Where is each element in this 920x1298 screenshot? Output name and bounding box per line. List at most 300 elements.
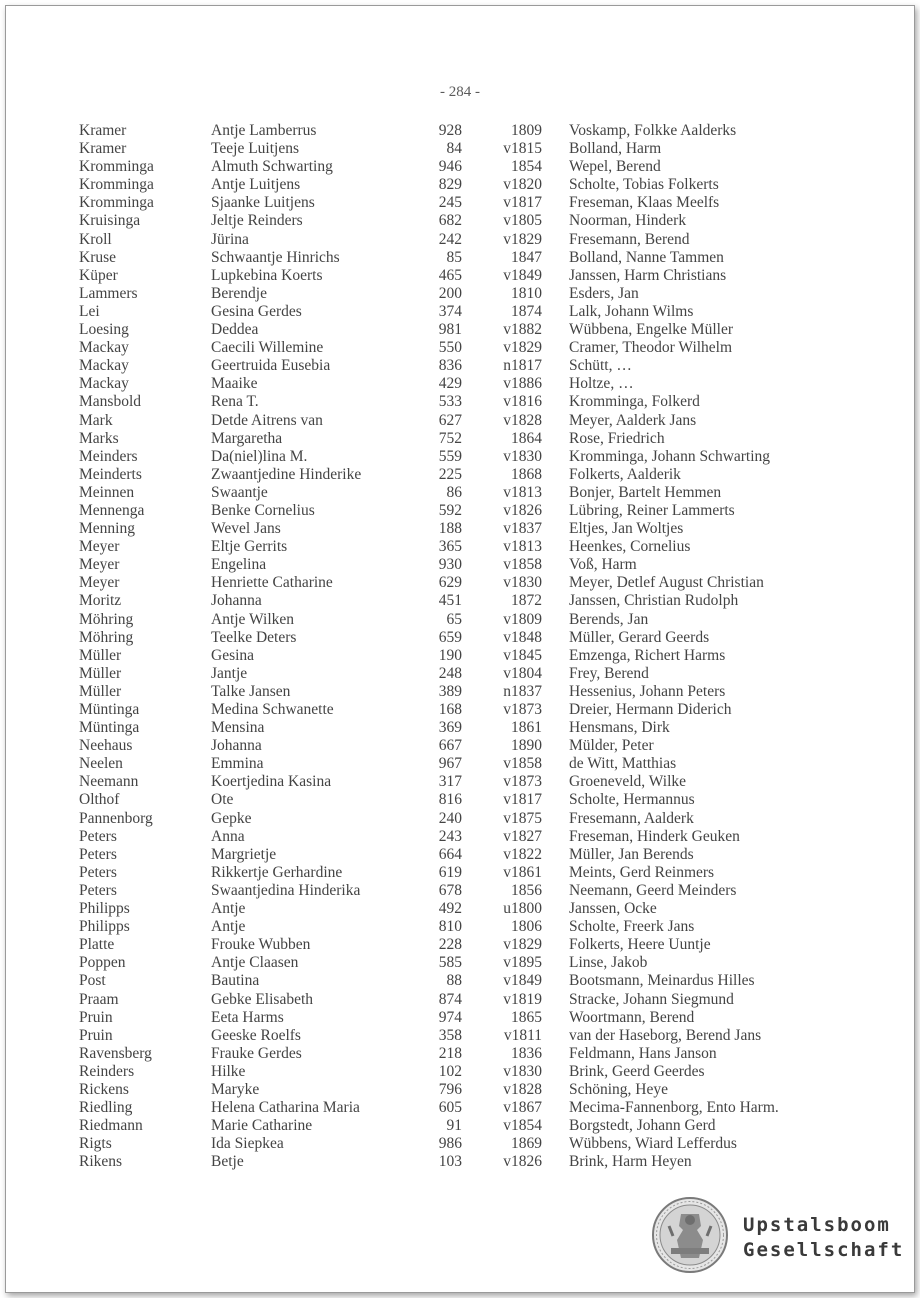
organization-name xyxy=(743,1213,904,1263)
surname-cell: Menning xyxy=(79,520,135,538)
year-cell: v1895 xyxy=(503,954,542,972)
given-name-cell: Berendje xyxy=(211,284,267,302)
given-name-cell: Johanna xyxy=(211,737,262,755)
register-row xyxy=(6,520,914,538)
surname-cell: Moritz xyxy=(79,592,122,610)
surname-cell: Marks xyxy=(79,429,119,447)
register-row xyxy=(6,972,914,990)
entry-number-cell: 930 xyxy=(438,556,462,574)
spouse-cell: Mülder, Peter xyxy=(569,737,654,755)
given-name-cell: Ida Siepkea xyxy=(211,1135,284,1153)
entry-number-cell: 188 xyxy=(438,520,462,538)
entry-number-cell: 752 xyxy=(438,429,462,447)
spouse-cell: Linse, Jakob xyxy=(569,954,648,972)
register-row xyxy=(6,882,914,900)
surname-cell: Lei xyxy=(79,302,100,320)
entry-number-cell: 86 xyxy=(446,483,462,501)
spouse-cell: Brink, Harm Heyen xyxy=(569,1153,692,1171)
surname-cell: Peters xyxy=(79,845,117,863)
register-row xyxy=(6,231,914,249)
spouse-cell: Janssen, Christian Rudolph xyxy=(569,592,739,610)
year-cell: v1830 xyxy=(503,1062,542,1080)
entry-number-cell: 981 xyxy=(438,321,462,339)
register-row xyxy=(6,1081,914,1099)
register-row xyxy=(6,828,914,846)
register-row xyxy=(6,755,914,773)
surname-cell: Kromminga xyxy=(79,176,154,194)
spouse-cell: Holtze, … xyxy=(569,375,634,393)
year-cell: v1826 xyxy=(503,1153,542,1171)
given-name-cell: Anna xyxy=(211,827,245,845)
register-row xyxy=(6,737,914,755)
entry-number-cell: 242 xyxy=(438,230,462,248)
spouse-cell: Hensmans, Dirk xyxy=(569,719,670,737)
given-name-cell: Teelke Deters xyxy=(211,628,297,646)
spouse-cell: Noorman, Hinderk xyxy=(569,212,687,230)
spouse-cell: Bootsmann, Meinardus Hilles xyxy=(569,972,755,990)
entry-number-cell: 228 xyxy=(438,936,462,954)
spouse-cell: Frey, Berend xyxy=(569,664,649,682)
entry-number-cell: 248 xyxy=(438,664,462,682)
register-row xyxy=(6,303,914,321)
spouse-cell: Stracke, Johann Siegmund xyxy=(569,990,734,1008)
entry-number-cell: 358 xyxy=(438,1026,462,1044)
given-name-cell: Frouke Wubben xyxy=(211,936,311,954)
given-name-cell: Teeje Luitjens xyxy=(211,140,300,158)
entry-number-cell: 659 xyxy=(438,628,462,646)
organization-name-line1: Upstalsboom xyxy=(743,1214,891,1236)
spouse-cell: Schütt, … xyxy=(569,357,632,375)
register-row xyxy=(6,683,914,701)
surname-cell: Kruse xyxy=(79,248,117,266)
year-cell: v1809 xyxy=(503,610,542,628)
surname-cell: Meyer xyxy=(79,556,120,574)
given-name-cell: Margaretha xyxy=(211,429,283,447)
year-cell: n1837 xyxy=(503,682,542,700)
given-name-cell: Talke Jansen xyxy=(211,682,291,700)
register-row xyxy=(6,484,914,502)
year-cell: v1804 xyxy=(503,664,542,682)
year-cell: n1817 xyxy=(503,357,542,375)
given-name-cell: Betje xyxy=(211,1153,244,1171)
spouse-cell: Lalk, Johann Wilms xyxy=(569,302,694,320)
spouse-cell: Kromminga, Johann Schwarting xyxy=(569,447,771,465)
year-cell: v1830 xyxy=(503,447,542,465)
surname-cell: Neemann xyxy=(79,773,139,791)
year-cell: v1845 xyxy=(503,646,542,664)
page-number: - 284 - xyxy=(440,84,480,100)
surname-cell: Müntinga xyxy=(79,701,140,718)
year-cell: v1848 xyxy=(503,628,542,646)
year-cell: v1826 xyxy=(503,501,542,519)
entry-number-cell: 678 xyxy=(438,881,462,899)
register-row xyxy=(6,357,914,375)
spouse-cell: Wübbena, Engelke Müller xyxy=(569,321,733,339)
register-row xyxy=(6,1135,914,1153)
year-cell: v1828 xyxy=(503,411,542,429)
register-row xyxy=(6,1063,914,1081)
register-row xyxy=(6,249,914,267)
year-cell: v1830 xyxy=(503,574,542,592)
spouse-cell: Dreier, Hermann Diderich xyxy=(569,701,732,718)
entry-number-cell: 245 xyxy=(438,194,462,212)
entry-number-cell: 365 xyxy=(438,538,462,556)
spouse-cell: Schöning, Heye xyxy=(569,1080,669,1098)
spouse-cell: Esders, Jan xyxy=(569,284,639,302)
register-row xyxy=(6,1027,914,1045)
spouse-cell: Wübbens, Wiard Lefferdus xyxy=(569,1135,737,1153)
entry-number-cell: 374 xyxy=(438,302,462,320)
entry-number-cell: 664 xyxy=(438,845,462,863)
spouse-cell: Voß, Harm xyxy=(569,556,637,574)
surname-cell: Müller xyxy=(79,664,122,682)
given-name-cell: Zwaantjedine Hinderike xyxy=(211,465,362,483)
entry-number-cell: 682 xyxy=(438,212,462,230)
given-name-cell: Medina Schwanette xyxy=(211,701,334,718)
entry-number-cell: 102 xyxy=(438,1062,462,1080)
register-row xyxy=(6,991,914,1009)
given-name-cell: Antje Luitjens xyxy=(211,176,301,194)
register-row xyxy=(6,375,914,393)
seal-logo-icon xyxy=(651,1196,729,1274)
given-name-cell: Antje Lamberrus xyxy=(211,122,317,139)
spouse-cell: Scholte, Tobias Folkerts xyxy=(569,176,719,194)
year-cell: v1837 xyxy=(503,520,542,538)
surname-cell: Olthof xyxy=(79,791,120,809)
register-row xyxy=(6,592,914,610)
given-name-cell: Gesina xyxy=(211,646,255,664)
register-row xyxy=(6,719,914,737)
spouse-cell: Bolland, Nanne Tammen xyxy=(569,248,724,266)
entry-number-cell: 816 xyxy=(438,791,462,809)
surname-cell: Kromminga xyxy=(79,158,154,176)
register-row xyxy=(6,176,914,194)
entry-number-cell: 317 xyxy=(438,773,462,791)
entry-number-cell: 946 xyxy=(438,158,462,176)
register-row xyxy=(6,1009,914,1027)
register-row xyxy=(6,556,914,574)
year-cell: 1836 xyxy=(511,1044,542,1062)
year-cell: v1827 xyxy=(503,827,542,845)
surname-cell: Lammers xyxy=(79,284,138,302)
surname-cell: Müller xyxy=(79,682,122,700)
register-row xyxy=(6,158,914,176)
entry-number-cell: 429 xyxy=(438,375,462,393)
surname-cell: Meyer xyxy=(79,538,120,556)
year-cell: v1813 xyxy=(503,483,542,501)
given-name-cell: Henriette Catharine xyxy=(211,574,333,592)
surname-cell: Meinders xyxy=(79,447,138,465)
year-cell: v1829 xyxy=(503,936,542,954)
surname-cell: Kruisinga xyxy=(79,212,141,230)
surname-cell: Neehaus xyxy=(79,737,133,755)
given-name-cell: Antje Wilken xyxy=(211,610,295,628)
surname-cell: Philipps xyxy=(79,900,130,918)
surname-cell: Kromminga xyxy=(79,194,154,212)
register-row xyxy=(6,538,914,556)
register-row xyxy=(6,665,914,683)
given-name-cell: Eeta Harms xyxy=(211,1008,284,1026)
given-name-cell: Gepke xyxy=(211,809,252,827)
year-cell: v1849 xyxy=(503,972,542,990)
surname-cell: Pruin xyxy=(79,1008,113,1026)
spouse-cell: Wepel, Berend xyxy=(569,158,661,176)
year-cell: v1829 xyxy=(503,339,542,357)
spouse-cell: Müller, Gerard Geerds xyxy=(569,628,710,646)
given-name-cell: Swaantje xyxy=(211,483,268,501)
spouse-cell: Cramer, Theodor Wilhelm xyxy=(569,339,733,357)
spouse-cell: Fresemann, Berend xyxy=(569,230,690,248)
spouse-cell: Meyer, Detlef August Christian xyxy=(569,574,764,592)
entry-number-cell: 986 xyxy=(438,1135,462,1153)
year-cell: v1805 xyxy=(503,212,542,230)
register-row xyxy=(6,212,914,230)
given-name-cell: Swaantjedina Hinderika xyxy=(211,881,361,899)
spouse-cell: Brink, Geerd Geerdes xyxy=(569,1062,705,1080)
register-row xyxy=(6,846,914,864)
spouse-cell: Scholte, Freerk Jans xyxy=(569,918,695,936)
spouse-cell: Lübring, Reiner Lammerts xyxy=(569,501,735,519)
given-name-cell: Helena Catharina Maria xyxy=(211,1099,360,1117)
surname-cell: Mark xyxy=(79,411,113,429)
entry-number-cell: 103 xyxy=(438,1153,462,1171)
surname-cell: Meinderts xyxy=(79,465,142,483)
surname-cell: Pannenborg xyxy=(79,809,153,827)
given-name-cell: Wevel Jans xyxy=(211,520,281,538)
surname-cell: Mackay xyxy=(79,357,129,375)
register-list xyxy=(6,122,914,1171)
register-row xyxy=(6,430,914,448)
surname-cell: Neelen xyxy=(79,755,123,773)
entry-number-cell: 243 xyxy=(438,827,462,845)
given-name-cell: Schwaantje Hinrichs xyxy=(211,248,340,266)
entry-number-cell: 667 xyxy=(438,737,462,755)
year-cell: v1829 xyxy=(503,230,542,248)
spouse-cell: de Witt, Matthias xyxy=(569,755,677,773)
given-name-cell: Detde Aitrens van xyxy=(211,411,323,429)
surname-cell: Poppen xyxy=(79,954,126,972)
given-name-cell: Antje xyxy=(211,918,246,936)
year-cell: 1874 xyxy=(511,302,542,320)
register-row xyxy=(6,791,914,809)
register-row xyxy=(6,936,914,954)
year-cell: 1864 xyxy=(511,429,542,447)
entry-number-cell: 550 xyxy=(438,339,462,357)
year-cell: 1810 xyxy=(511,284,542,302)
entry-number-cell: 389 xyxy=(438,682,462,700)
entry-number-cell: 65 xyxy=(446,610,462,628)
entry-number-cell: 369 xyxy=(438,719,462,737)
entry-number-cell: 928 xyxy=(438,122,462,139)
register-row xyxy=(6,448,914,466)
year-cell: v1858 xyxy=(503,556,542,574)
spouse-cell: Neemann, Geerd Meinders xyxy=(569,881,737,899)
spouse-cell: Groeneveld, Wilke xyxy=(569,773,687,791)
register-row xyxy=(6,122,914,140)
spouse-cell: Feldmann, Hans Janson xyxy=(569,1044,717,1062)
surname-cell: Meinnen xyxy=(79,483,135,501)
spouse-cell: Borgstedt, Johann Gerd xyxy=(569,1117,716,1135)
surname-cell: Peters xyxy=(79,827,117,845)
surname-cell: Pruin xyxy=(79,1026,113,1044)
given-name-cell: Marie Catharine xyxy=(211,1117,313,1135)
given-name-cell: Caecili Willemine xyxy=(211,339,324,357)
register-row xyxy=(6,918,914,936)
register-row xyxy=(6,194,914,212)
given-name-cell: Antje xyxy=(211,900,246,918)
spouse-cell: Berends, Jan xyxy=(569,610,649,628)
given-name-cell: Maryke xyxy=(211,1080,260,1098)
surname-cell: Platte xyxy=(79,936,115,954)
given-name-cell: Engelina xyxy=(211,556,267,574)
given-name-cell: Eltje Gerrits xyxy=(211,538,288,556)
surname-cell: Mackay xyxy=(79,375,129,393)
given-name-cell: Jeltje Reinders xyxy=(211,212,303,230)
given-name-cell: Geertruida Eusebia xyxy=(211,357,331,375)
register-row xyxy=(6,900,914,918)
entry-number-cell: 91 xyxy=(446,1117,462,1135)
entry-number-cell: 533 xyxy=(438,393,462,411)
spouse-cell: Kromminga, Folkerd xyxy=(569,393,700,411)
given-name-cell: Johanna xyxy=(211,592,262,610)
surname-cell: Rigts xyxy=(79,1135,112,1153)
given-name-cell: Antje Claasen xyxy=(211,954,299,972)
register-row xyxy=(6,285,914,303)
entry-number-cell: 629 xyxy=(438,574,462,592)
year-cell: v1873 xyxy=(503,773,542,791)
year-cell: 1806 xyxy=(511,918,542,936)
surname-cell: Riedling xyxy=(79,1099,133,1117)
register-row xyxy=(6,773,914,791)
surname-cell: Kramer xyxy=(79,122,127,139)
spouse-cell: Voskamp, Folkke Aalderks xyxy=(569,122,737,139)
year-cell: 1872 xyxy=(511,592,542,610)
year-cell: 1865 xyxy=(511,1008,542,1026)
given-name-cell: Deddea xyxy=(211,321,259,339)
surname-cell: Loesing xyxy=(79,321,129,339)
given-name-cell: Maaike xyxy=(211,375,258,393)
surname-cell: Müller xyxy=(79,646,122,664)
register-row xyxy=(6,502,914,520)
entry-number-cell: 465 xyxy=(438,266,462,284)
register-row xyxy=(6,574,914,592)
surname-cell: Möhring xyxy=(79,628,134,646)
spouse-cell: Freseman, Hinderk Geuken xyxy=(569,827,740,845)
entry-number-cell: 200 xyxy=(438,284,462,302)
register-row xyxy=(6,466,914,484)
entry-number-cell: 974 xyxy=(438,1008,462,1026)
spouse-cell: Janssen, Ocke xyxy=(569,900,657,918)
year-cell: v1816 xyxy=(503,393,542,411)
entry-number-cell: 168 xyxy=(438,701,462,718)
register-row xyxy=(6,321,914,339)
register-row xyxy=(6,1099,914,1117)
register-row xyxy=(6,1045,914,1063)
year-cell: v1861 xyxy=(503,863,542,881)
register-row xyxy=(6,1153,914,1171)
given-name-cell: Gesina Gerdes xyxy=(211,302,302,320)
given-name-cell: Frauke Gerdes xyxy=(211,1044,302,1062)
register-row xyxy=(6,393,914,411)
register-row xyxy=(6,267,914,285)
spouse-cell: Emzenga, Richert Harms xyxy=(569,646,726,664)
entry-number-cell: 492 xyxy=(438,900,462,918)
spouse-cell: Meyer, Aalderk Jans xyxy=(569,411,697,429)
year-cell: v1858 xyxy=(503,755,542,773)
given-name-cell: Margrietje xyxy=(211,845,277,863)
year-cell: 1856 xyxy=(511,881,542,899)
given-name-cell: Rikkertje Gerhardine xyxy=(211,863,343,881)
organization-name-line2: Gesellschaft xyxy=(743,1239,905,1261)
register-row xyxy=(6,701,914,719)
spouse-cell: Bonjer, Bartelt Hemmen xyxy=(569,483,722,501)
entry-number-cell: 585 xyxy=(438,954,462,972)
register-row xyxy=(6,412,914,430)
entry-number-cell: 84 xyxy=(446,140,462,158)
surname-cell: Meyer xyxy=(79,574,120,592)
given-name-cell: Benke Cornelius xyxy=(211,501,315,519)
surname-cell: Mansbold xyxy=(79,393,141,411)
register-row xyxy=(6,954,914,972)
year-cell: v1817 xyxy=(503,791,542,809)
year-cell: v1819 xyxy=(503,990,542,1008)
given-name-cell: Rena T. xyxy=(211,393,259,411)
surname-cell: Küper xyxy=(79,266,118,284)
surname-cell: Ravensberg xyxy=(79,1044,152,1062)
surname-cell: Philipps xyxy=(79,918,130,936)
given-name-cell: Emmina xyxy=(211,755,264,773)
given-name-cell: Bautina xyxy=(211,972,260,990)
given-name-cell: Lupkebina Koerts xyxy=(211,266,323,284)
spouse-cell: Müller, Jan Berends xyxy=(569,845,694,863)
spouse-cell: van der Haseborg, Berend Jans xyxy=(569,1026,762,1044)
given-name-cell: Sjaanke Luitjens xyxy=(211,194,315,212)
given-name-cell: Geeske Roelfs xyxy=(211,1026,301,1044)
surname-cell: Peters xyxy=(79,881,117,899)
spouse-cell: Bolland, Harm xyxy=(569,140,662,158)
entry-number-cell: 874 xyxy=(438,990,462,1008)
year-cell: v1822 xyxy=(503,845,542,863)
surname-cell: Reinders xyxy=(79,1062,135,1080)
entry-number-cell: 829 xyxy=(438,176,462,194)
entry-number-cell: 605 xyxy=(438,1099,462,1117)
entry-number-cell: 559 xyxy=(438,447,462,465)
year-cell: v1849 xyxy=(503,266,542,284)
register-row xyxy=(6,1117,914,1135)
given-name-cell: Hilke xyxy=(211,1062,246,1080)
year-cell: 1809 xyxy=(511,122,542,139)
surname-cell: Rickens xyxy=(79,1080,129,1098)
year-cell: v1854 xyxy=(503,1117,542,1135)
spouse-cell: Janssen, Harm Christians xyxy=(569,266,727,284)
surname-cell: Riedmann xyxy=(79,1117,143,1135)
given-name-cell: Da(niel)lina M. xyxy=(211,447,308,465)
year-cell: v1811 xyxy=(503,1026,542,1044)
entry-number-cell: 240 xyxy=(438,809,462,827)
entry-number-cell: 967 xyxy=(438,755,462,773)
surname-cell: Möhring xyxy=(79,610,134,628)
surname-cell: Mennenga xyxy=(79,501,145,519)
surname-cell: Peters xyxy=(79,863,117,881)
year-cell: 1890 xyxy=(511,737,542,755)
spouse-cell: Heenkes, Cornelius xyxy=(569,538,691,556)
surname-cell: Praam xyxy=(79,990,119,1008)
register-row xyxy=(6,810,914,828)
year-cell: v1817 xyxy=(503,194,542,212)
given-name-cell: Jantje xyxy=(211,664,248,682)
register-row xyxy=(6,629,914,647)
register-row xyxy=(6,647,914,665)
